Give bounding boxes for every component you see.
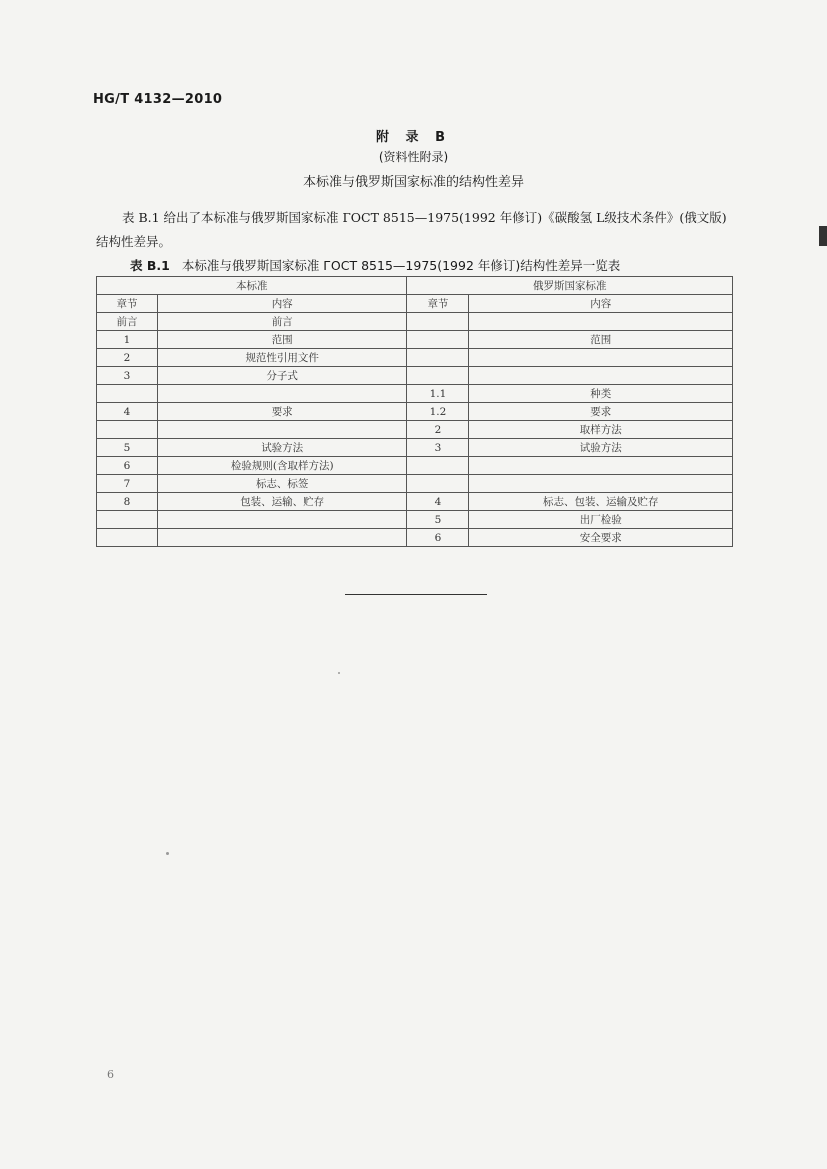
cell-content-left: 分子式: [157, 367, 407, 385]
cell-content-left: [157, 385, 407, 403]
cell-content-left: 范围: [157, 331, 407, 349]
appendix-type: (资料性附录): [378, 150, 449, 164]
cell-section-left: [97, 529, 158, 547]
cell-section-right: [407, 457, 469, 475]
table-row: [97, 349, 733, 367]
cell-section-left: [97, 385, 158, 403]
cell-section-left: 2: [97, 349, 158, 367]
cell-section-right: 3: [407, 439, 469, 457]
intro-paragraph: 表 B.1 给出了本标准与俄罗斯国家标准 ГОСТ 8515—1975(1992 年修订)《碳酸氢 L级技术条件》(俄文版)结构性差异。: [96, 210, 727, 249]
table-row: [97, 457, 733, 475]
appendix-title: 附 录 B: [376, 130, 451, 145]
cell-content-right: 取样方法: [469, 421, 733, 439]
cell-section-left: 8: [97, 493, 158, 511]
cell-section-right: 1.2: [407, 403, 469, 421]
col-header-section-left: 章节: [97, 295, 158, 313]
table-row: [97, 331, 733, 349]
cell-content-right: [469, 313, 733, 331]
cell-section-left: 前言: [97, 313, 158, 331]
cell-content-left: 要求: [157, 403, 407, 421]
cell-section-right: [407, 331, 469, 349]
cell-section-right: [407, 349, 469, 367]
scan-speck: [338, 672, 340, 674]
cell-section-left: 6: [97, 457, 158, 475]
table-row: [97, 439, 733, 457]
cell-content-right: [469, 457, 733, 475]
cell-section-right: 4: [407, 493, 469, 511]
cell-content-right: [469, 475, 733, 493]
cell-section-right: 5: [407, 511, 469, 529]
table-caption: [130, 256, 620, 274]
cell-section-right: 6: [407, 529, 469, 547]
scan-speck: [166, 852, 169, 855]
cell-section-right: [407, 367, 469, 385]
cell-content-left: 规范性引用文件: [157, 349, 407, 367]
cell-section-left: 5: [97, 439, 158, 457]
cell-content-right: 安全要求: [469, 529, 733, 547]
table-row: [97, 529, 733, 547]
cell-content-left: 试验方法: [157, 439, 407, 457]
cell-section-left: 7: [97, 475, 158, 493]
cell-content-right: [469, 367, 733, 385]
table-row: [97, 475, 733, 493]
cell-section-right: [407, 475, 469, 493]
cell-content-left: [157, 529, 407, 547]
cell-content-right: 标志、包装、运输及贮存: [469, 493, 733, 511]
group-header-this-standard: 本标准: [97, 277, 407, 295]
cell-section-left: [97, 511, 158, 529]
table-row: [97, 367, 733, 385]
cell-content-right: 要求: [469, 403, 733, 421]
cell-section-left: [97, 421, 158, 439]
cell-content-left: [157, 511, 407, 529]
cell-content-left: [157, 421, 407, 439]
table-group-header-row: [97, 277, 733, 295]
structure-difference-table: [96, 276, 733, 547]
end-of-appendix-rule: [345, 594, 487, 595]
appendix-heading: 本标准与俄罗斯国家标准的结构性差异: [302, 175, 524, 190]
col-header-content-right: 内容: [469, 295, 733, 313]
cell-content-right: 种类: [469, 385, 733, 403]
cell-content-right: 出厂检验: [469, 511, 733, 529]
cell-content-left: 标志、标签: [157, 475, 407, 493]
table-caption-number: 表 B.1: [130, 258, 170, 273]
group-header-russian-standard: 俄罗斯国家标准: [407, 277, 733, 295]
cell-section-right: 2: [407, 421, 469, 439]
col-header-content-left: 内容: [157, 295, 407, 313]
cell-section-right: [407, 313, 469, 331]
cell-content-right: [469, 349, 733, 367]
cell-content-right: 试验方法: [469, 439, 733, 457]
table-row: [97, 313, 733, 331]
cell-section-left: 1: [97, 331, 158, 349]
cell-section-left: 4: [97, 403, 158, 421]
cell-section-left: 3: [97, 367, 158, 385]
table-caption-title: 本标准与俄罗斯国家标准 ГОСТ 8515—1975(1992 年修订)结构性差异一览表: [181, 258, 621, 273]
cell-content-left: 检验规则(含取样方法): [157, 457, 407, 475]
table-row: [97, 493, 733, 511]
document-code: HG/T 4132—2010: [93, 92, 223, 107]
table-column-header-row: [97, 295, 733, 313]
cell-section-right: 1.1: [407, 385, 469, 403]
cell-content-left: 包装、运输、贮存: [157, 493, 407, 511]
cell-content-right: 范围: [469, 331, 733, 349]
table-row: [97, 421, 733, 439]
page-number: 6: [107, 1068, 114, 1081]
scan-edge-mark: [819, 226, 827, 246]
col-header-section-right: 章节: [407, 295, 469, 313]
table-row: [97, 385, 733, 403]
cell-content-left: 前言: [157, 313, 407, 331]
table-row: [97, 511, 733, 529]
table-row: [97, 403, 733, 421]
